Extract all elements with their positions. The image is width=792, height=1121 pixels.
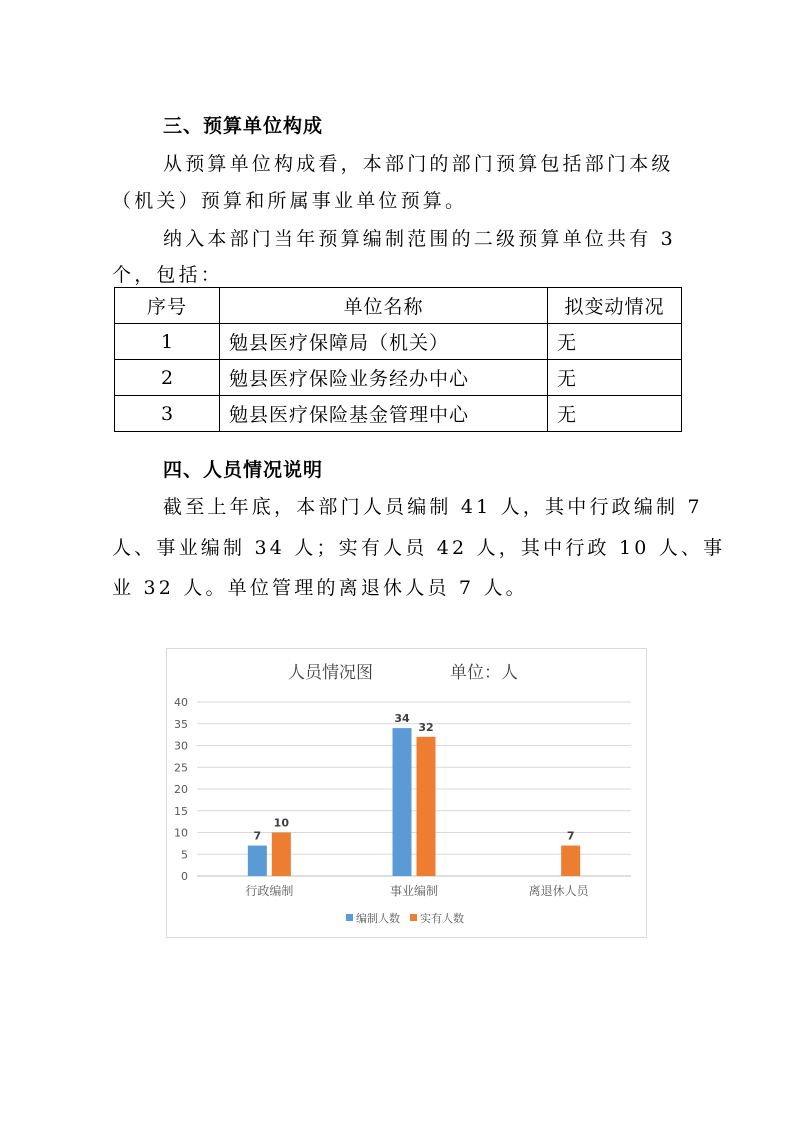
legend-swatch [410,914,417,921]
section4-line3: 业 32 人。单位管理的离退休人员 7 人。 [112,577,528,599]
table-header-row [115,288,682,324]
row-change-status: 无 [548,360,682,396]
bar-actual [561,846,580,876]
section4-line1: 截至上年底，本部门人员编制 41 人，其中行政编制 7 [163,496,703,518]
bar-planned [393,728,412,876]
section4-line2: 人、事业编制 34 人；实有人员 42 人，其中行政 10 人、事 [112,537,726,559]
table-row [115,360,682,396]
row-unit-name: 勉县医疗保险基金管理中心 [220,396,548,432]
row-change-status: 无 [548,396,682,432]
chart-unit-label: 单位：人 [450,663,518,683]
y-tick-label: 30 [174,739,188,753]
y-tick-label: 5 [181,848,188,862]
section3-para1-line2: （机关）预算和所属事业单位预算。 [112,190,468,212]
table-row [115,396,682,432]
section4-heading: 四、人员情况说明 [163,459,324,481]
y-tick-label: 35 [174,717,188,731]
row-change-status: 无 [548,324,682,360]
section3-para2-line1: 纳入本部门当年预算编制范围的二级预算单位共有 3 [163,228,676,250]
table-row [115,324,682,360]
x-tick-label: 行政编制 [245,884,294,898]
row-unit-name: 勉县医疗保障局（机关） [220,324,548,360]
section3-para2-line2: 个，包括： [112,264,224,286]
data-label: 10 [273,816,289,830]
y-tick-label: 15 [174,804,188,818]
chart-title: 人员情况图 [288,663,373,683]
x-tick-label: 离退休人员 [528,884,589,898]
header-index: 序号 [115,288,220,324]
data-label: 34 [394,712,410,726]
y-tick-label: 0 [181,870,188,883]
section3-heading: 三、预算单位构成 [163,115,324,137]
data-label: 7 [253,829,262,843]
staff-chart-svg [167,649,646,937]
row-index: 1 [115,324,220,360]
y-tick-label: 20 [174,783,188,796]
staff-chart [166,648,647,938]
data-label: 7 [566,829,575,843]
row-unit-name: 勉县医疗保险业务经办中心 [220,360,548,396]
header-change-status: 拟变动情况 [548,288,682,324]
bar-actual [417,737,436,876]
y-tick-label: 10 [174,826,188,840]
budget-units-table [114,287,682,432]
legend-label: 编制人数 [356,912,400,925]
x-tick-label: 事业编制 [389,884,439,898]
row-index: 2 [115,360,220,396]
bar-actual [272,833,291,877]
y-tick-label: 25 [174,761,188,775]
legend-swatch [346,914,353,921]
legend-label: 实有人数 [420,912,464,925]
bar-planned [248,846,267,876]
data-label: 32 [418,720,434,734]
row-index: 3 [115,396,220,432]
section3-para1-line1: 从预算单位构成看，本部门的部门预算包括部门本级 [163,153,674,175]
y-tick-label: 40 [174,696,188,709]
header-unit-name: 单位名称 [220,288,548,324]
